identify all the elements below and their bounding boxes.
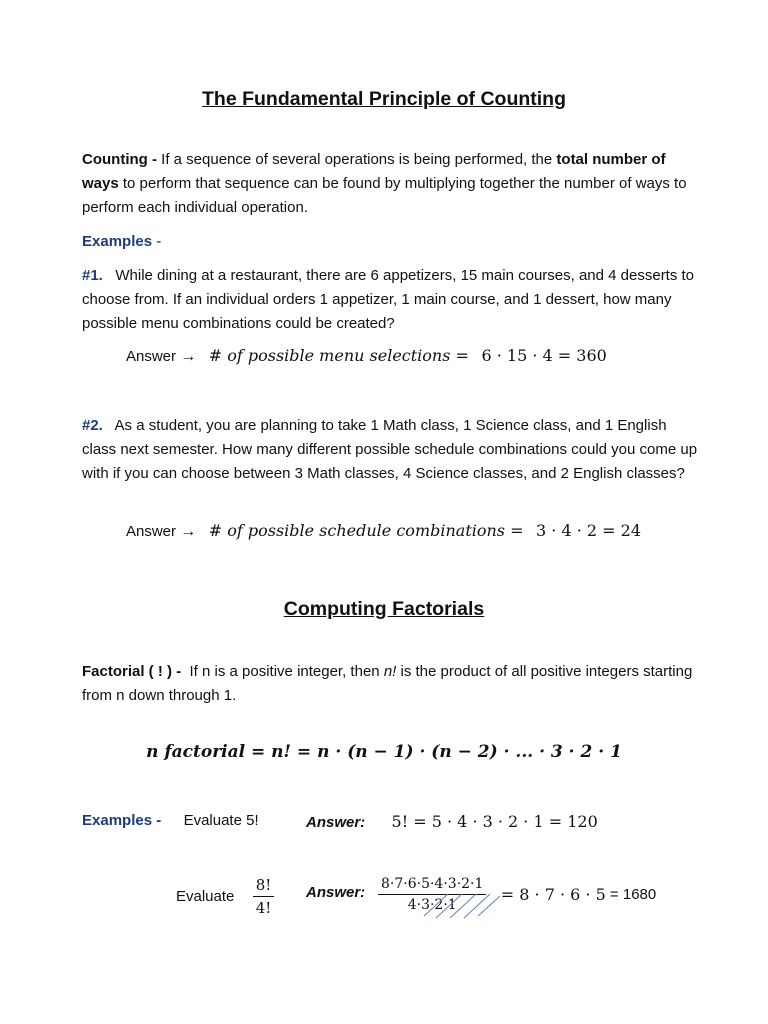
- example-2-label: #2.: [82, 417, 103, 434]
- factorial-example-1-answer: [306, 812, 598, 831]
- fraction-denominator: 4·3·2·1: [407, 897, 457, 913]
- definition-bold: total number of ways: [82, 151, 666, 192]
- example-2-n1: 3: [294, 465, 303, 482]
- answer-final: = 1680: [609, 886, 657, 903]
- page-title: The Fundamental Principle of Counting: [202, 88, 566, 110]
- answer-formula: # of possible menu selections =: [208, 346, 469, 365]
- example-2-text-c: English classes?: [568, 465, 685, 482]
- definition-text: If n is a positive integer, then: [189, 663, 384, 680]
- answer-value: 3 · 4 · 2 = 24: [536, 521, 642, 540]
- definition-term: Factorial ( ! ) -: [82, 663, 182, 680]
- definition-text-2: is the product of all positive integers starting from n down through 1.: [82, 663, 693, 704]
- example-2: [82, 414, 702, 486]
- answer-label: Answer: [126, 523, 177, 540]
- example-prompt: Evaluate 5!: [183, 812, 259, 829]
- factorial-example-2-answer: [378, 876, 656, 913]
- examples-label: Examples -: [82, 812, 162, 829]
- cancel-strikes-icon: [422, 880, 502, 920]
- example-1-n1: 6: [370, 267, 379, 284]
- factorial-example-2: [176, 876, 274, 917]
- factorial-example-1: [82, 812, 259, 829]
- answer-formula: # of possible schedule combinations =: [208, 521, 524, 540]
- answer-label: Answer:: [306, 814, 366, 831]
- examples-heading: [82, 230, 702, 254]
- example-2-answer: [126, 521, 641, 541]
- definition-italic: n!: [383, 663, 397, 680]
- definition-text: If a sequence of several operations is being performed, the: [161, 151, 553, 168]
- fraction-8-over-4: [253, 876, 275, 917]
- examples-dash: -: [152, 233, 162, 250]
- example-2-text-a: As a student, you are planning to take 1 Math class, 1 Science class, and 1 English class next semester. How many different possible schedule combinations could you come up with if you can choose between: [82, 417, 698, 482]
- factorial-formula: n factorial = n! = n · (n − 1) · (n − 2) · ... · 3 · 2 · 1: [146, 742, 622, 762]
- answer-label: Answer:: [306, 884, 366, 901]
- factorial-example-2-answer-label: [306, 884, 365, 901]
- fraction-numerator: 8!: [253, 876, 275, 897]
- right-arrow-icon: →: [180, 348, 197, 365]
- example-1-text-a: While dining at a restaurant, there are: [115, 267, 371, 284]
- definition-term: Counting -: [82, 151, 157, 168]
- fraction-numerator: 8·7·6·5·4·3·2·1: [378, 876, 486, 895]
- example-1-answer: [126, 346, 607, 366]
- answer-label: Answer: [126, 348, 177, 365]
- definition-text-2: to perform that sequence can be found by multiplying together the number of ways to perform each individual operation.: [82, 175, 687, 216]
- answer-value: 5! = 5 · 4 · 3 · 2 · 1 = 120: [391, 812, 598, 831]
- example-1: [82, 264, 702, 336]
- example-2-text-b: Math classes, 4 Science classes, and: [302, 465, 561, 482]
- example-2-n2: 2: [560, 465, 569, 482]
- example-1-label: #1.: [82, 267, 103, 284]
- examples-label: Examples: [82, 233, 153, 250]
- answer-value: 6 · 15 · 4 = 360: [481, 346, 607, 365]
- counting-definition: [82, 148, 702, 220]
- example-1-text-b: appetizers, 15 main courses, and 4 desserts to choose from. If an individual orders 1 appetizer, 1 main course, and 1 dessert, how many possible menu combinations could be created?: [82, 267, 695, 332]
- right-arrow-icon: →: [180, 523, 197, 540]
- example-prompt: Evaluate: [176, 888, 235, 905]
- factorial-definition: [82, 660, 702, 708]
- cancel-fraction: [378, 876, 486, 913]
- answer-result: = 8 · 7 · 6 · 5: [500, 885, 606, 904]
- section-title-factorials: Computing Factorials: [283, 598, 485, 620]
- fraction-denominator: 4!: [255, 899, 272, 917]
